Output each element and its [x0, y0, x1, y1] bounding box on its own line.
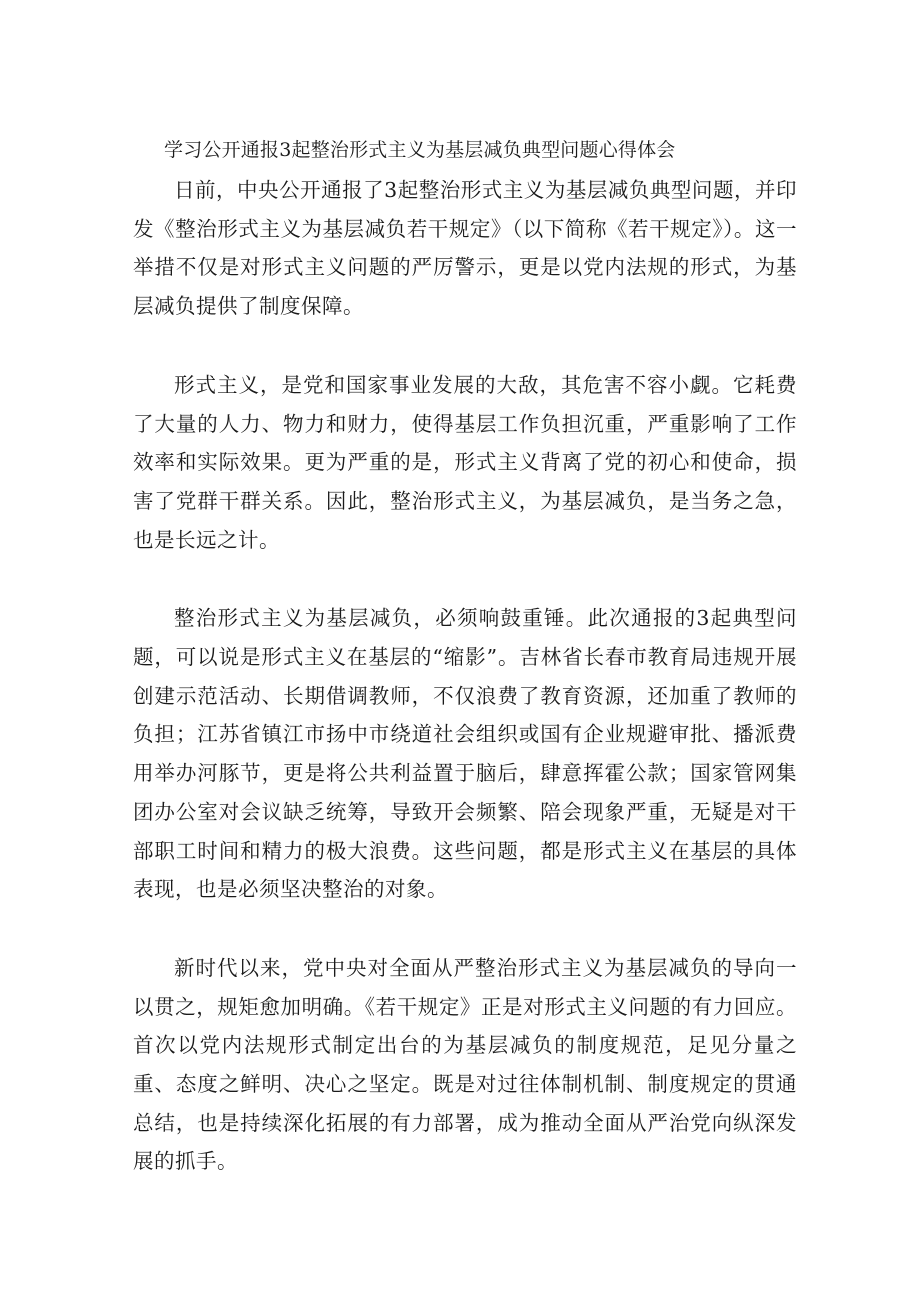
paragraph-4: 新时代以来，党中央对全面从严整治形式主义为基层减负的导向一以贯之，规矩愈加明确。《若干规定》正是对形式主义问题的有力回应。首次以党内法规形式制定出台的为基层减负的制度规范，足见分量之重、态度之鲜明、决心之坚定。既是对过往体制机制、制度规定的贯通总结，也是持续深化拓展的有力部署，成为推动全面从严治党向纵深发展的抓手。 [133, 955, 797, 1174]
document-title: 学习公开通报3起整治形式主义为基层减负典型问题心得体会 [164, 139, 676, 161]
document-body [133, 171, 797, 1221]
paragraph-2: 形式主义，是党和国家事业发展的大敌，其危害不容小觑。它耗费了大量的人力、物力和财力，使得基层工作负担沉重，严重影响了工作效率和实际效果。更为严重的是，形式主义背离了党的初心和使命，损害了党群干群关系。因此，整治形式主义，为基层减负，是当务之急，也是长远之计。 [133, 372, 797, 552]
paragraph-1: 日前，中央公开通报了3起整治形式主义为基层减负典型问题，并印发《整治形式主义为基层减负若干规定》（以下简称《若干规定》）。这一举措不仅是对形式主义问题的严厉警示，更是以党内法规的形式，为基层减负提供了制度保障。 [133, 178, 797, 319]
paragraph-3: 整治形式主义为基层减负，必须响鼓重锤。此次通报的3起典型问题，可以说是形式主义在基层的“缩影”。吉林省长春市教育局违规开展创建示范活动、长期借调教师，不仅浪费了教育资源，还加重了教师的负担；江苏省镇江市扬中市绕道社会组织或国有企业规避审批、播派费用举办河豚节，更是将公共利益置于脑后，肆意挥霍公款；国家管网集团办公室对会议缺乏统筹，导致开会频繁、陪会现象严重，无疑是对干部职工时间和精力的极大浪费。这些问题，都是形式主义在基层的具体表现，也是必须坚决整治的对象。 [133, 606, 797, 902]
